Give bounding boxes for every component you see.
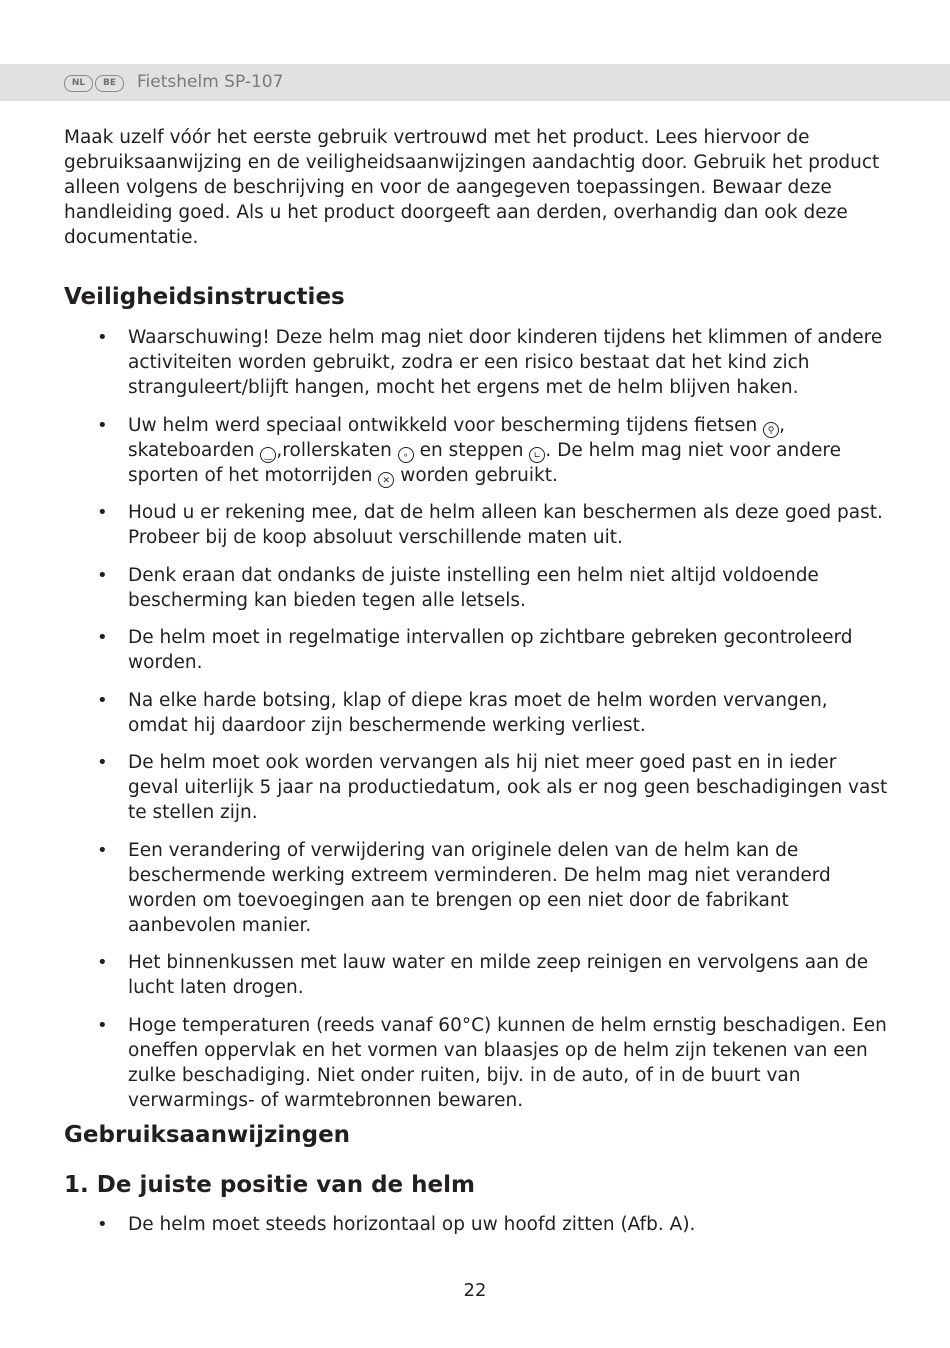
bullet-icon: • (97, 839, 108, 861)
bullet-icon: • (97, 752, 108, 773)
list-item (64, 413, 888, 488)
list-item-text: Een verandering of verwijdering van originele delen van de helm kan de beschermende werking extreem verminderen. De helm mag niet veranderd worden om toevoegingen aan te brengen op een niet door de fabrikant aanbevolen manier. (128, 839, 831, 936)
document-title: Fietshelm SP-107 (137, 72, 284, 92)
safety-heading: Veiligheidsinstructies (64, 284, 345, 310)
list-item-text: De helm moet ook worden vervangen als hij niet meer goed past en in ieder geval uiterlijk 5 jaar na productiedatum, ook als er nog geen beschadigingen vast te stellen zijn. (128, 752, 888, 823)
list-item (64, 950, 888, 1000)
list-item-text-part: Uw helm werd speciaal ontwikkeld voor bescherming tijdens fietsen (128, 414, 764, 436)
header-bar (0, 64, 950, 101)
usage-heading: Gebruiksaanwijzingen (64, 1122, 351, 1148)
list-item (64, 688, 888, 738)
list-item-text-part: ,rollerskaten (276, 439, 398, 461)
list-item-text: Het binnenkussen met lauw water en milde zeep reinigen en vervolgens aan de lucht laten drogen. (128, 952, 869, 998)
language-badges (64, 75, 124, 92)
scooter-icon: ∟ (529, 447, 545, 463)
bullet-icon: • (97, 502, 108, 523)
list-item (64, 325, 888, 400)
list-item (64, 1013, 888, 1113)
list-item-text: De helm moet in regelmatige intervallen op zichtbare gebreken gecontroleerd worden. (128, 627, 853, 673)
list-item-text: Na elke harde botsing, klap of diepe kras moet de helm worden vervangen, omdat hij daardoor zijn beschermende werking verliest. (128, 689, 828, 736)
bullet-icon: • (97, 689, 108, 711)
list-item-text-part: worden gebruikt. (394, 464, 558, 486)
list-item (64, 500, 888, 550)
bullet-icon: • (97, 1014, 108, 1036)
bullet-icon: • (97, 564, 108, 586)
page-number: 22 (463, 1280, 487, 1301)
rollerskate-icon: ∘ (398, 447, 414, 463)
list-item (64, 750, 888, 825)
bullet-icon: • (97, 627, 108, 648)
bullet-icon: • (97, 414, 108, 436)
list-item-text-part: en steppen (413, 439, 530, 461)
list-item (64, 625, 888, 675)
skateboard-icon: ‿ (260, 447, 276, 463)
cycling-icon: ⚲ (763, 422, 779, 438)
list-item-text: Waarschuwing! Deze helm mag niet door kinderen tijdens het klimmen of andere activiteiten worden gebruikt, zodra er een risico bestaat dat het kind zich stranguleert/blijft hangen, mocht het ergens met de helm blijven haken. (128, 327, 883, 398)
position-subheading: 1. De juiste positie van de helm (64, 1172, 475, 1198)
intro-paragraph: Maak uzelf vóór het eerste gebruik vertrouwd met het product. Lees hiervoor de gebruiksaanwijzing en de veiligheidsaanwijzingen aandachtig door. Gebruik het product alleen volgens de beschrijving en voor de aangegeven toepassingen. Bewaar deze handleiding goed. Als u het product doorgeeft aan derden, overhandig dan ook deze documentatie. (64, 127, 880, 248)
list-item-text-part: , skateboarden (128, 414, 785, 461)
list-item (64, 838, 888, 938)
list-item-text-part: . De helm mag niet voor andere sporten of het motorrijden (128, 439, 841, 486)
bullet-icon: • (97, 327, 108, 348)
list-item (64, 1212, 888, 1237)
language-badge-be: BE (95, 75, 124, 92)
list-item-text: Hoge temperaturen (reeds vanaf 60°C) kunnen de helm ernstig beschadigen. Een oneffen oppervlak en het vormen van blaasjes op de helm zijn tekenen van een zulke beschadiging. Niet onder ruiten, bijv. in de auto, of in de buurt van verwarmings- of warmtebronnen bewaren. (128, 1014, 887, 1111)
bullet-icon: • (97, 1214, 108, 1235)
list-item (64, 563, 888, 613)
bullet-icon: • (97, 952, 108, 973)
language-badge-nl: NL (64, 75, 93, 92)
usage-list (64, 1212, 888, 1250)
list-item-text: Denk eraan dat ondanks de juiste instelling een helm niet altijd voldoende bescherming kan bieden tegen alle letsels. (128, 564, 819, 611)
list-item-text: De helm moet steeds horizontaal op uw hoofd zitten (Afb. A). (128, 1214, 696, 1235)
no-motorcycle-icon: ✕ (378, 472, 394, 488)
list-item-text: Houd u er rekening mee, dat de helm alleen kan beschermen als deze goed past. Probeer bij de koop absoluut verschillende maten uit. (128, 502, 883, 548)
safety-list (64, 325, 888, 1125)
